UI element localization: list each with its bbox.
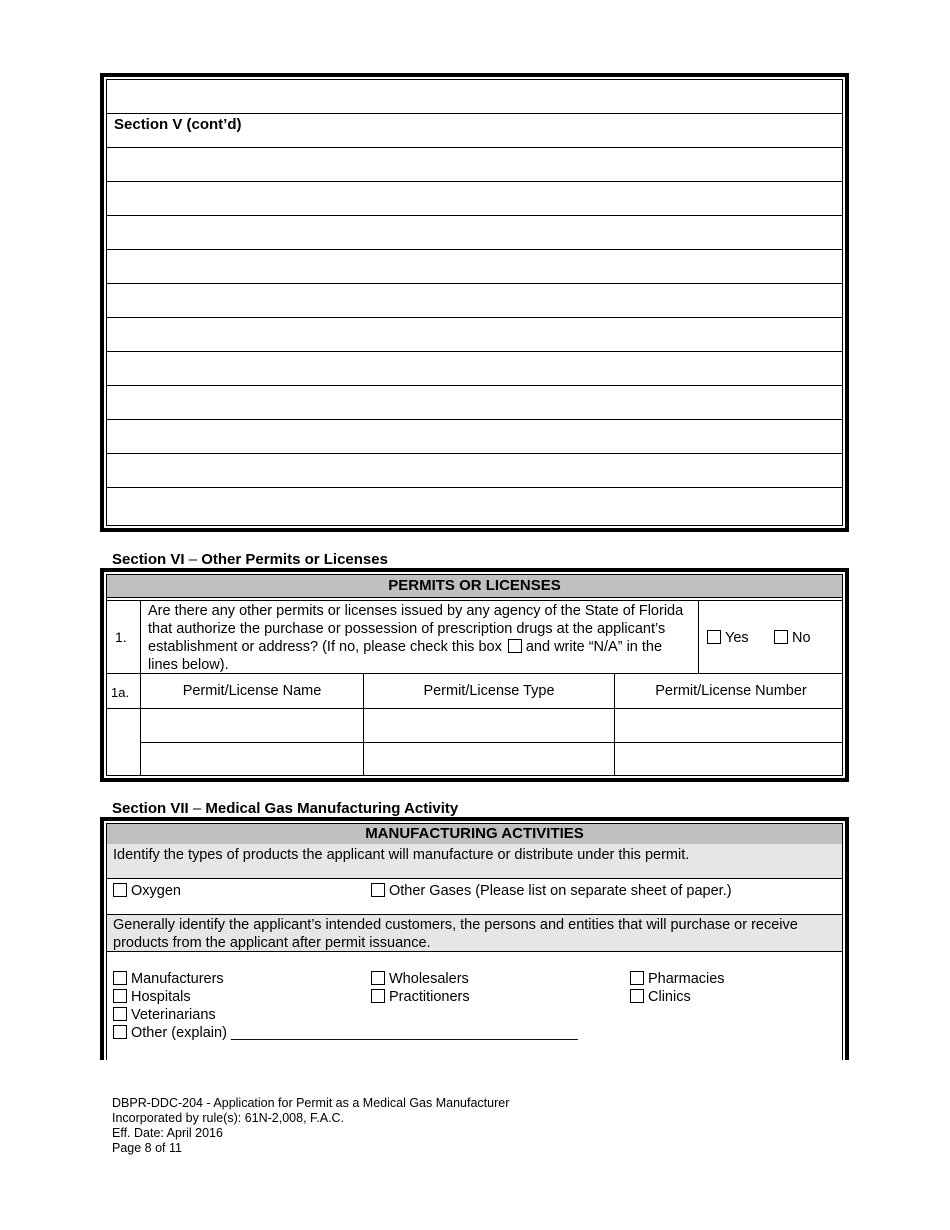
section-5-entry-row[interactable] (107, 148, 842, 182)
other-label: Other (explain) (131, 1025, 227, 1041)
section-7-heading (112, 800, 458, 817)
manufacturing-table (100, 817, 849, 1060)
wholesalers-checkbox[interactable] (371, 971, 385, 985)
veterinarians-checkbox[interactable] (113, 1007, 127, 1021)
na-checkbox[interactable] (508, 639, 522, 653)
section-5-entry-row[interactable] (107, 216, 842, 250)
other-gases-option[interactable] (371, 882, 732, 900)
manufacturing-band (107, 824, 842, 845)
section-5-entry-row[interactable] (107, 386, 842, 420)
section-5-blank-row[interactable] (107, 80, 842, 114)
yes-label: Yes (725, 630, 749, 646)
section-6-number: Section VI (112, 551, 185, 568)
no-label: No (792, 630, 811, 646)
section-7-number: Section VII (112, 800, 189, 817)
permits-band (107, 575, 842, 598)
footer (112, 1096, 509, 1156)
clinics-label: Clinics (648, 989, 691, 1005)
q1-number: 1. (115, 629, 127, 645)
q1-question (148, 602, 693, 674)
section-5-table (100, 73, 849, 532)
customer-veterinarians[interactable] (113, 1006, 216, 1024)
other-checkbox[interactable] (113, 1025, 127, 1039)
band-double-line (107, 600, 842, 601)
oxygen-checkbox[interactable] (113, 883, 127, 897)
col-header-number: Permit/License Number (655, 683, 807, 699)
customers-prompt-row (107, 915, 842, 952)
pharmacies-checkbox[interactable] (630, 971, 644, 985)
hospitals-checkbox[interactable] (113, 989, 127, 1003)
customer-practitioners[interactable] (371, 988, 470, 1006)
hospitals-label: Hospitals (131, 989, 191, 1005)
permits-table (100, 568, 849, 782)
no-option[interactable] (774, 629, 811, 647)
products-prompt-row (107, 844, 842, 879)
footer-form-name: DBPR-DDC-204 - Application for Permit as a Medical Gas Manufacturer (112, 1096, 510, 1110)
yesno-col-divider (698, 601, 699, 673)
row-divider (107, 673, 842, 674)
yes-option[interactable] (707, 629, 749, 647)
other-gases-checkbox[interactable] (371, 883, 385, 897)
manufacturing-band-title: MANUFACTURING ACTIVITIES (365, 825, 584, 842)
footer-rule: Incorporated by rule(s): 61N-2,008, F.A.C. (112, 1111, 345, 1125)
section-6-dash: – (184, 551, 202, 568)
section-5-label: Section V (cont’d) (114, 116, 242, 133)
section-5-entry-row[interactable] (107, 284, 842, 318)
section-6-heading (112, 551, 388, 568)
col-header-type: Permit/License Type (423, 683, 555, 699)
customer-wholesalers[interactable] (371, 970, 469, 988)
wholesalers-label: Wholesalers (389, 971, 469, 987)
section-5-entry-row[interactable] (107, 454, 842, 488)
no-checkbox[interactable] (774, 630, 788, 644)
permit-type-cell[interactable] (364, 709, 614, 742)
footer-page-number: Page 8 of 11 (112, 1141, 182, 1155)
manufacturers-checkbox[interactable] (113, 971, 127, 985)
practitioners-label: Practitioners (389, 989, 470, 1005)
customers-prompt: Generally identify the applicant’s intended customers, the persons and entities that will purchase or receive products from the applicant after permit issuance. (113, 917, 798, 951)
permit-name-cell[interactable] (141, 709, 363, 742)
customer-manufacturers[interactable] (113, 970, 224, 988)
q1-text-cont: and write “N/A” in the lines below). (148, 639, 663, 673)
customer-clinics[interactable] (630, 988, 691, 1006)
customer-other[interactable] (113, 1024, 578, 1042)
oxygen-label: Oxygen (131, 883, 181, 899)
section-5-entry-row[interactable] (107, 318, 842, 352)
section-5-entry-row[interactable] (107, 488, 842, 524)
veterinarians-label: Veterinarians (131, 1007, 216, 1023)
clinics-checkbox[interactable] (630, 989, 644, 1003)
section-7-title: Medical Gas Manufacturing Activity (205, 800, 459, 817)
section-5-label-row (107, 114, 842, 148)
manufacturers-label: Manufacturers (131, 971, 224, 987)
section-5-entry-row[interactable] (107, 182, 842, 216)
footer-eff-date: Eff. Date: April 2016 (112, 1126, 223, 1140)
section-6-title: Other Permits or Licenses (201, 551, 388, 568)
col-header-name: Permit/License Name (182, 683, 322, 699)
permit-type-cell[interactable] (364, 743, 614, 775)
section-5-entry-row[interactable] (107, 420, 842, 454)
permit-number-cell[interactable] (615, 709, 847, 742)
oxygen-option[interactable] (113, 882, 181, 900)
customer-pharmacies[interactable] (630, 970, 725, 988)
permit-name-cell[interactable] (141, 743, 363, 775)
section-7-dash: – (188, 800, 206, 817)
customer-hospitals[interactable] (113, 988, 191, 1006)
q1a-number: 1a. (111, 685, 130, 700)
permits-band-title: PERMITS OR LICENSES (388, 577, 561, 594)
section-5-entry-row[interactable] (107, 250, 842, 284)
yes-checkbox[interactable] (707, 630, 721, 644)
products-prompt: Identify the types of products the applicant will manufacture or distribute under this permit. (113, 847, 690, 863)
q1-text: Are there any other permits or licenses issued by any agency of the State of Florida that authorize the purchase or possession of prescription drugs at the applicant’s establishment or address? (If no, please check this box (148, 603, 684, 655)
permit-number-cell[interactable] (615, 743, 847, 775)
other-explain-line[interactable]: ___________________________________________ (230, 1025, 578, 1041)
other-gases-label: Other Gases (Please list on separate sheet of paper.) (389, 883, 732, 899)
practitioners-checkbox[interactable] (371, 989, 385, 1003)
pharmacies-label: Pharmacies (648, 971, 725, 987)
section-5-entry-row[interactable] (107, 352, 842, 386)
